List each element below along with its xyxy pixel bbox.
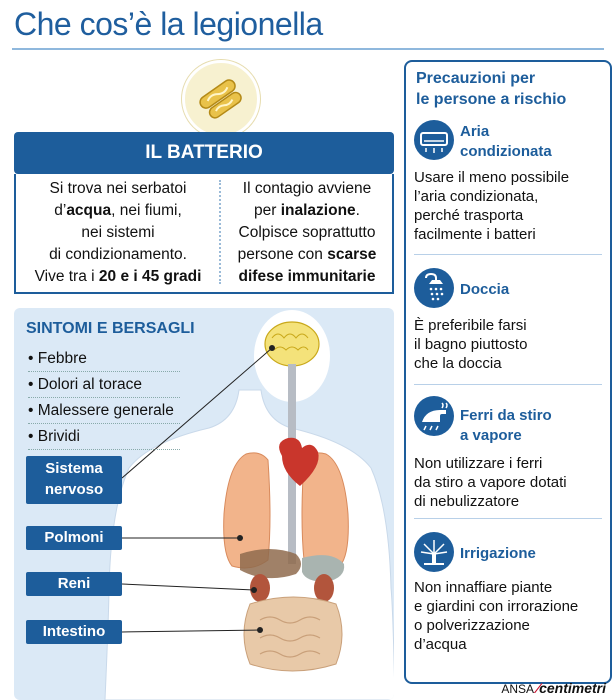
text-line: Non utilizzare i ferri [414, 455, 543, 472]
precauzioni-title-line: le persone a rischio [416, 91, 567, 108]
text-line: Usare il meno possibile [414, 169, 570, 186]
batterio-header-label: IL BATTERIO [145, 142, 263, 163]
text-fragment: . [355, 202, 360, 219]
text-line: e giardini con irrorazione [414, 598, 579, 615]
batterio-right-line [224, 244, 390, 266]
text-line: da stiro a vapore dotati [414, 474, 567, 491]
keyword-acqua: acqua [66, 202, 112, 219]
keyword-scarse: scarse [327, 246, 377, 263]
doccia-text [414, 316, 606, 373]
page-title: Che cos’è la legionella [14, 6, 323, 42]
air-conditioner-icon [414, 120, 454, 160]
title-divider [12, 48, 604, 50]
batterio-right-line [224, 266, 390, 288]
precauzioni-panel [404, 60, 612, 684]
column-divider [219, 180, 221, 284]
organ-tag-reni: Reni [26, 572, 122, 596]
aria-text [414, 168, 606, 244]
ferri-text [414, 454, 606, 511]
symptom-list [28, 346, 180, 450]
batterio-left-line: nei sistemi [81, 224, 155, 241]
ferri-heading [460, 406, 552, 446]
text-line: È preferibile farsi [414, 317, 527, 334]
organ-tag-polmoni: Polmoni [26, 526, 122, 550]
section-divider [414, 384, 602, 385]
organ-tag-sistema-nervoso [26, 456, 122, 504]
keyword-difese: difese immunitarie [238, 268, 376, 285]
brain-icon [265, 322, 319, 366]
text-fragment: per [254, 202, 281, 219]
logo-text: entimetri [546, 680, 606, 696]
section-divider [414, 254, 602, 255]
list-item: • Dolori al torace [28, 372, 180, 398]
bacterium-badge [182, 60, 260, 138]
irrigazione-heading: Irrigazione [460, 545, 536, 562]
organ-tag-label: nervoso [44, 481, 104, 498]
sintomi-panel [14, 308, 394, 700]
heading-line: a vapore [460, 427, 522, 444]
aria-heading [460, 122, 552, 162]
precauzioni-title-line: Precauzioni per [416, 70, 536, 87]
batterio-right-text [224, 178, 390, 288]
text-fragment: persone con [237, 246, 328, 263]
text-line: d’acqua [414, 636, 467, 653]
list-item: • Brividi [28, 424, 180, 450]
batterio-header [14, 132, 394, 174]
bacterium-icon [193, 73, 249, 125]
intestine-icon [244, 597, 342, 671]
batterio-body [14, 174, 394, 294]
batterio-right-line [224, 200, 390, 222]
text-line: Non innaffiare piante [414, 579, 553, 596]
shower-icon [414, 268, 454, 308]
text-line: l’aria condizionata, [414, 188, 539, 205]
batterio-right-line: Colpisce soprattutto [238, 224, 376, 241]
heading-line: Ferri da stiro [460, 407, 552, 424]
sintomi-title: SINTOMI E BERSAGLI [26, 320, 195, 337]
keyword-temperature: 20 e i 45 gradi [98, 268, 202, 285]
text-line: che la doccia [414, 355, 502, 372]
credit-ansa: ANSA [501, 682, 534, 696]
batterio-left-line: di condizionamento. [49, 246, 187, 263]
list-item: • Malessere generale [28, 398, 180, 424]
text-fragment: , nei fiumi, [111, 202, 182, 219]
organ-tag-intestino: Intestino [26, 620, 122, 644]
heading-line: condizionata [460, 143, 552, 160]
sprinkler-icon [414, 532, 454, 572]
list-item: • Febbre [28, 346, 180, 372]
text-fragment: Vive tra i [34, 268, 99, 285]
logo-letter: c [539, 680, 547, 696]
logo-mark: ∕ [536, 680, 540, 696]
precauzioni-title [416, 68, 566, 110]
batterio-left-text [20, 178, 216, 288]
batterio-right-line: Il contagio avviene [242, 180, 372, 197]
text-line: facilmente i batteri [414, 226, 536, 243]
credit [501, 680, 606, 696]
text-fragment: d’ [54, 202, 67, 219]
text-line: di nebulizzatore [414, 493, 520, 510]
organ-tag-label: Sistema [45, 460, 103, 477]
batterio-left-line [20, 200, 216, 222]
keyword-inalazione: inalazione [280, 202, 356, 219]
section-divider [414, 518, 602, 519]
text-line: perché trasporta [414, 207, 524, 224]
batterio-left-line: Si trova nei serbatoi [49, 180, 187, 197]
steam-iron-icon [414, 396, 454, 436]
text-line: o polverizzazione [414, 617, 530, 634]
doccia-heading: Doccia [460, 281, 510, 298]
irrigazione-text [414, 578, 606, 654]
centimetri-logo [537, 680, 606, 696]
text-line: il bagno piuttosto [414, 336, 528, 353]
batterio-left-line [20, 266, 216, 288]
heading-line: Aria [460, 123, 490, 140]
